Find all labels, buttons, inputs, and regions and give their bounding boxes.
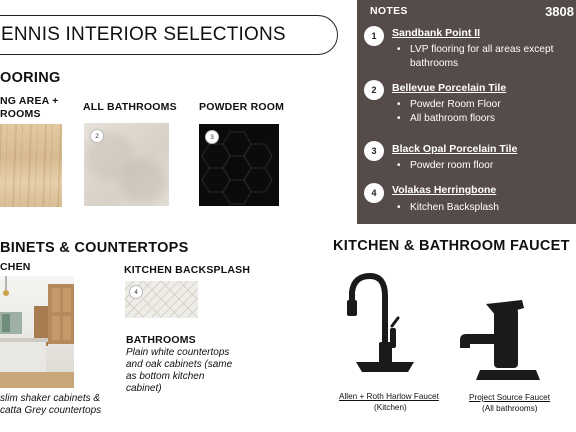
swatch-badge-4: 4 [129,285,143,299]
swatch-badge-3: 3 [205,130,219,144]
swatch-badge-2: 2 [90,129,104,143]
note-1-line-1: LVP flooring for all areas except [410,44,554,55]
note-number-4: 4 [364,183,384,203]
faucets-heading: KITCHEN & BATHROOM FAUCET [333,238,570,254]
flooring-bathrooms-label: ALL BATHROOMS [83,101,177,113]
notes-panel [357,0,576,224]
bullet-2b: • [397,113,401,124]
bathrooms-label: BATHROOMS [126,334,196,346]
kitchen-faucet-icon [330,262,430,380]
bathrooms-desc-4: cabinet) [126,383,162,394]
note-number-1: 1 [364,26,384,46]
flooring-living-label-1: NG AREA + [0,95,59,107]
flooring-heading: OORING [0,70,61,86]
backsplash-label: KITCHEN BACKSPLASH [124,264,251,276]
note-2-line-2: All bathroom floors [410,113,495,124]
bullet-3: • [397,160,401,171]
faucet-2-sub: (All bathrooms) [482,404,538,413]
kitchen-desc-1: slim shaker cabinets & [0,393,101,404]
volakas-herringbone-swatch [125,281,198,318]
flooring-powder-label: POWDER ROOM [199,101,285,113]
note-heading-2: Bellevue Porcelain Tile [392,82,507,94]
bullet-2a: • [397,99,401,110]
bathrooms-desc-2: and oak cabinets (same [126,359,233,370]
note-1-line-2: bathrooms [410,58,459,69]
black-opal-tile-swatch [199,124,279,206]
faucet-2-name: Project Source Faucet [469,393,551,402]
note-4-line-1: Kitchen Backsplash [410,202,499,213]
faucet-1-sub: (Kitchen) [374,403,407,412]
bathroom-faucet-icon [456,294,546,384]
flooring-living-label-2: ROOMS [0,108,41,120]
kitchen-photo [0,276,74,388]
page-title-text: ENNIS INTERIOR SELECTIONS [1,24,286,45]
lvp-flooring-swatch [0,124,62,207]
project-number: 3808 [545,4,574,19]
note-heading-1: Sandbank Point II [392,27,481,39]
bullet-1: • [397,44,401,55]
note-heading-4: Volakas Herringbone [392,184,497,196]
kitchen-illustration [0,276,74,388]
bellevue-tile-swatch [84,123,169,206]
note-number-3: 3 [364,141,384,161]
note-heading-3: Black Opal Porcelain Tile [392,143,518,155]
kitchen-desc-2: catta Grey countertops [0,405,102,416]
cabinets-heading: BINETS & COUNTERTOPS [0,240,189,256]
notes-title: NOTES [370,5,408,17]
note-3-line-1: Powder room floor [410,160,494,171]
bathrooms-desc-1: Plain white countertops [126,347,230,358]
bullet-4: • [397,202,401,213]
note-2-line-1: Powder Room Floor [410,99,501,110]
bathrooms-desc-3: as bottom kitchen [126,371,205,382]
page-title [0,15,338,55]
note-number-2: 2 [364,80,384,100]
kitchen-label: CHEN [0,261,31,273]
faucet-1-name: Allen + Roth Harlow Faucet [339,392,439,401]
